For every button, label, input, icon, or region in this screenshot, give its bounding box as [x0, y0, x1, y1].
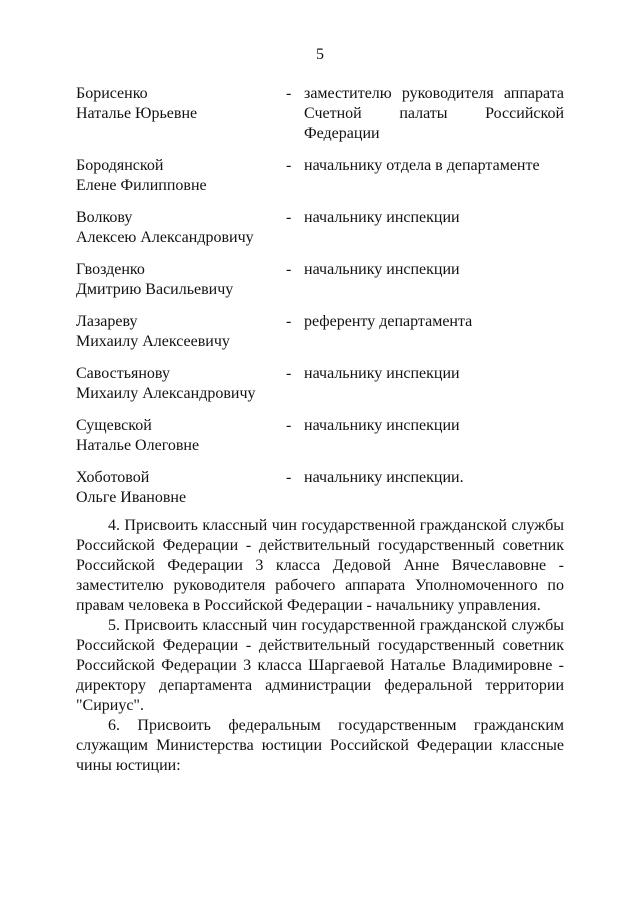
given-names: Елене Филипповне [76, 177, 207, 194]
position-title: начальнику инспекции [304, 209, 460, 226]
list-item [76, 208, 564, 248]
list-item [76, 416, 564, 456]
separator-dash: - [286, 313, 292, 330]
surname: Савостьянову [76, 365, 170, 382]
surname: Борисенко [76, 85, 148, 102]
surname: Бородянской [76, 157, 164, 174]
appointments-list [76, 84, 564, 520]
person-name [76, 364, 286, 404]
paragraph-item-4: 4. Присвоить классный чин государственной гражданской службы Российской Федерации - действительный государственный советник Российской Федерации 3 класса Дедовой Анне Вячеславовне - заместителю руководителя рабочего аппарата Уполномоченного по правам человека в Российской Федерации - начальнику управления. [76, 517, 564, 614]
given-names: Наталье Юрьевне [76, 105, 198, 122]
position-title: начальнику отдела в департаменте [304, 157, 540, 174]
person-name [76, 84, 286, 144]
list-item [76, 156, 564, 196]
person-name [76, 312, 286, 352]
person-name [76, 260, 286, 300]
given-names: Михаилу Алексеевичу [76, 333, 230, 350]
separator-dash: - [286, 469, 292, 486]
position-title: начальнику инспекции [304, 365, 460, 382]
paragraph-item-5: 5. Присвоить классный чин государственной гражданской службы Российской Федерации - действительный государственный советник Российской Федерации 3 класса Шаргаевой Наталье Владимировне - директору департамента администрации федеральной территории "Сириус". [76, 617, 564, 714]
separator-dash: - [286, 261, 292, 278]
list-item [76, 312, 564, 352]
position-title: начальнику инспекции [304, 417, 460, 434]
surname: Гвозденко [76, 261, 145, 278]
surname: Сущевской [76, 417, 152, 434]
given-names: Наталье Олеговне [76, 437, 200, 454]
position-title: начальнику инспекции [304, 261, 460, 278]
person-name [76, 416, 286, 456]
separator-dash: - [286, 85, 292, 102]
given-names: Дмитрию Васильевичу [76, 281, 234, 298]
given-names: Михаилу Александровичу [76, 385, 256, 402]
person-name [76, 468, 286, 508]
separator-dash: - [286, 157, 292, 174]
separator-dash: - [286, 365, 292, 382]
list-item [76, 468, 564, 508]
surname: Лазареву [76, 313, 138, 330]
resolution-body [76, 516, 564, 776]
given-names: Ольге Ивановне [76, 489, 187, 506]
separator-dash: - [286, 209, 292, 226]
person-name [76, 208, 286, 248]
position-title: референту департамента [304, 313, 473, 330]
paragraph-item-6: 6. Присвоить федеральным государственным гражданским служащим Министерства юстиции Российской Федерации классные чины юстиции: [76, 717, 564, 774]
person-name [76, 156, 286, 196]
list-item [76, 84, 564, 144]
position-title: начальнику инспекции. [304, 469, 464, 486]
position-title: заместителю руководителя аппарата Счетной палаты Российской Федерации [304, 85, 564, 142]
surname: Волкову [76, 209, 133, 226]
page-number: 5 [316, 46, 324, 63]
given-names: Алексею Александровичу [76, 229, 254, 246]
list-item [76, 260, 564, 300]
surname: Хоботовой [76, 469, 150, 486]
separator-dash: - [286, 417, 292, 434]
list-item [76, 364, 564, 404]
